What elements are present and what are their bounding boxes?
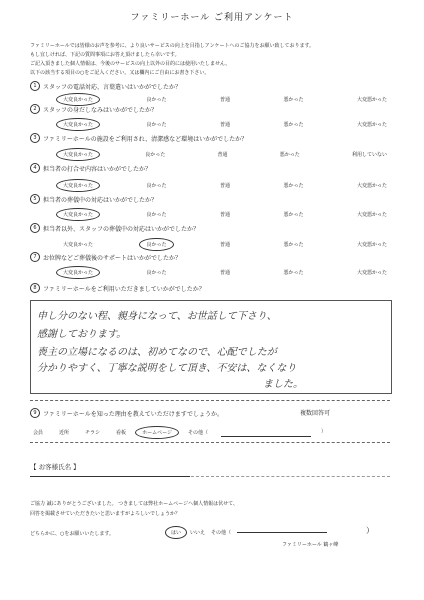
option-very-good[interactable]: 大変良かった <box>60 181 96 190</box>
question-9 <box>30 408 223 418</box>
question-1 <box>30 81 181 91</box>
handwritten-comment-line: 感謝しております。 <box>37 329 127 340</box>
option-not-used[interactable]: 利用していない <box>351 152 387 158</box>
question-4 <box>30 163 151 173</box>
section-divider <box>30 400 390 401</box>
question-3-options <box>60 150 390 159</box>
question-text: スタッフの身だしなみはいかがでしたか？ <box>43 106 158 114</box>
option-yes[interactable]: はい <box>168 528 184 537</box>
handwritten-comment-line: 喪主の立場になるのは、初めてなので、心配でしたが <box>37 347 277 358</box>
option-normal[interactable]: 普通 <box>219 242 230 248</box>
question-number: 8 <box>30 283 40 293</box>
option-very-good[interactable]: 大変良かった <box>60 120 96 129</box>
question-text: スタッフの電話対応、言葉遣いはいかがでしたか？ <box>43 83 182 91</box>
option-very-bad[interactable]: 大変悪かった <box>356 242 387 248</box>
option-bad[interactable]: 悪かった <box>283 183 304 189</box>
handwritten-comment-line: 申し分のない程、親身になって、お世話して下さり、 <box>37 311 277 322</box>
question-text: 担当者の打合せ内容はいかがでしたか？ <box>43 165 152 173</box>
question-text: ファミリーホールの施設をご利用され、清潔感など環境はいかがでしたか？ <box>43 135 248 143</box>
option-very-bad[interactable]: 大変悪かった <box>356 183 387 189</box>
question-5 <box>30 194 157 204</box>
question-number: 1 <box>30 81 40 91</box>
question-8 <box>30 283 205 293</box>
question-2 <box>30 104 157 114</box>
question-number: 6 <box>30 223 40 233</box>
option-good[interactable]: 良かった <box>146 270 167 276</box>
thanks-line: 回答を掲載させていただきたいと思いますがよろしいでしょうか？ <box>30 511 181 517</box>
option-very-bad[interactable]: 大変悪かった <box>356 270 387 276</box>
handwritten-comment-line: 分かりやすく、丁寧な説明をして頂き、不安は、なくなり <box>37 363 297 374</box>
free-comment-box[interactable] <box>30 300 392 394</box>
multiple-answer-note: 複数回答可 <box>300 410 331 417</box>
question-9-options <box>30 428 326 437</box>
option-very-good[interactable]: 大変良かった <box>60 210 96 219</box>
question-number: 3 <box>30 133 40 143</box>
option-good[interactable]: 良かった <box>143 240 169 249</box>
close-paren: ） <box>366 526 374 535</box>
option-very-bad[interactable]: 大変悪かった <box>356 212 387 218</box>
option-good[interactable]: 良かった <box>146 183 167 189</box>
question-6 <box>30 223 199 233</box>
close-paren: ） <box>320 429 326 435</box>
option-flyer[interactable]: チラシ <box>85 430 101 436</box>
option-good[interactable]: 良かった <box>146 212 167 218</box>
option-other[interactable]: その他（ <box>187 430 208 436</box>
option-normal[interactable]: 普通 <box>219 183 230 189</box>
option-normal[interactable]: 普通 <box>219 122 230 128</box>
option-very-good[interactable]: 大変良かった <box>60 268 96 277</box>
question-7-options <box>60 268 390 277</box>
question-5-options <box>60 210 390 219</box>
other-reason-field[interactable] <box>221 428 311 437</box>
option-homepage[interactable]: ホームページ <box>139 428 175 437</box>
intro-line: もし宜しければ、下記の質問事項にお答え頂けましたら幸いです。 <box>30 52 180 58</box>
option-neighborhood[interactable]: 近所 <box>59 430 70 436</box>
question-text: お位牌などご葬儀後のサポートはいかがでしたか？ <box>43 254 182 262</box>
question-3 <box>30 133 247 143</box>
intro-line: ファミリーホールでは皆様のお声を参考に、より良いサービスの向上を目指しアンケートへのご協力をお願い致しております。 <box>30 43 315 49</box>
signature: ファミリーホール 鶴ヶ峰 <box>282 542 339 548</box>
option-bad[interactable]: 悪かった <box>283 242 304 248</box>
option-good[interactable]: 良かった <box>146 122 167 128</box>
option-normal[interactable]: 普通 <box>219 270 230 276</box>
question-text: 担当者の葬儀中の対応はいかがでしたか？ <box>43 196 158 204</box>
thanks-text <box>30 499 400 519</box>
option-very-bad[interactable]: 大変悪かった <box>356 122 387 128</box>
intro-text <box>30 42 400 78</box>
question-6-options <box>60 240 390 249</box>
question-7 <box>30 252 181 262</box>
option-signboard[interactable]: 看板 <box>116 430 127 436</box>
question-number: 2 <box>30 104 40 114</box>
page-title: ファミリーホール ご利用アンケート <box>130 13 294 23</box>
option-bad[interactable]: 悪かった <box>279 152 300 158</box>
option-bad[interactable]: 悪かった <box>283 122 304 128</box>
option-very-good[interactable]: 大変良かった <box>60 150 96 159</box>
option-no[interactable]: いいえ <box>190 530 206 536</box>
question-number: 9 <box>30 408 40 418</box>
option-good[interactable]: 良かった <box>146 97 167 103</box>
question-text: ファミリーホールを知った理由を教えていただけますでしょうか。 <box>43 410 223 418</box>
option-normal[interactable]: 普通 <box>219 212 230 218</box>
question-2-options <box>60 120 390 129</box>
option-very-good[interactable]: 大変良かった <box>60 95 96 104</box>
intro-line: ご記入頂きました個人情報は、今後のサービスの向上以外の目的には使用いたしません。 <box>30 61 231 67</box>
customer-name-label: 【 お客様氏名 】 <box>30 463 80 471</box>
consent-prompt: どちらかに、○をお願いいたします。 <box>30 531 114 537</box>
handwritten-comment-line: ました。 <box>263 379 303 390</box>
question-text: 担当者以外、スタッフの葬儀中の対応はいかがでしたか？ <box>43 225 200 233</box>
option-very-good[interactable]: 大変良かった <box>63 242 94 248</box>
intro-line: 以下の該当する項目の○をご記入ください。又は欄内にご自由にお書き下さい。 <box>30 70 210 76</box>
option-bad[interactable]: 悪かった <box>283 97 304 103</box>
consent-other-field[interactable] <box>237 532 327 533</box>
option-bad[interactable]: 悪かった <box>283 212 304 218</box>
question-1-options <box>60 95 390 104</box>
option-normal[interactable]: 普通 <box>217 152 228 158</box>
option-good[interactable]: 良かった <box>145 152 166 158</box>
consent-options <box>168 528 327 537</box>
option-member[interactable]: 会員 <box>33 430 44 436</box>
question-text: ファミリーホールをご利用いただきましていかがでしたか？ <box>43 285 205 293</box>
option-other[interactable]: その他（ <box>211 530 232 536</box>
question-number: 4 <box>30 163 40 173</box>
option-normal[interactable]: 普通 <box>219 97 230 103</box>
question-number: 5 <box>30 194 40 204</box>
question-4-options <box>60 181 390 190</box>
question-number: 7 <box>30 252 40 262</box>
option-very-bad[interactable]: 大変悪かった <box>356 97 387 103</box>
section-divider <box>30 442 390 443</box>
option-bad[interactable]: 悪かった <box>283 270 304 276</box>
customer-name-field[interactable] <box>30 476 190 477</box>
thanks-line: ご協力 誠にありがとうございました。 つきましては弊社ホームページへ個人情報は伏せて、 <box>30 501 238 507</box>
